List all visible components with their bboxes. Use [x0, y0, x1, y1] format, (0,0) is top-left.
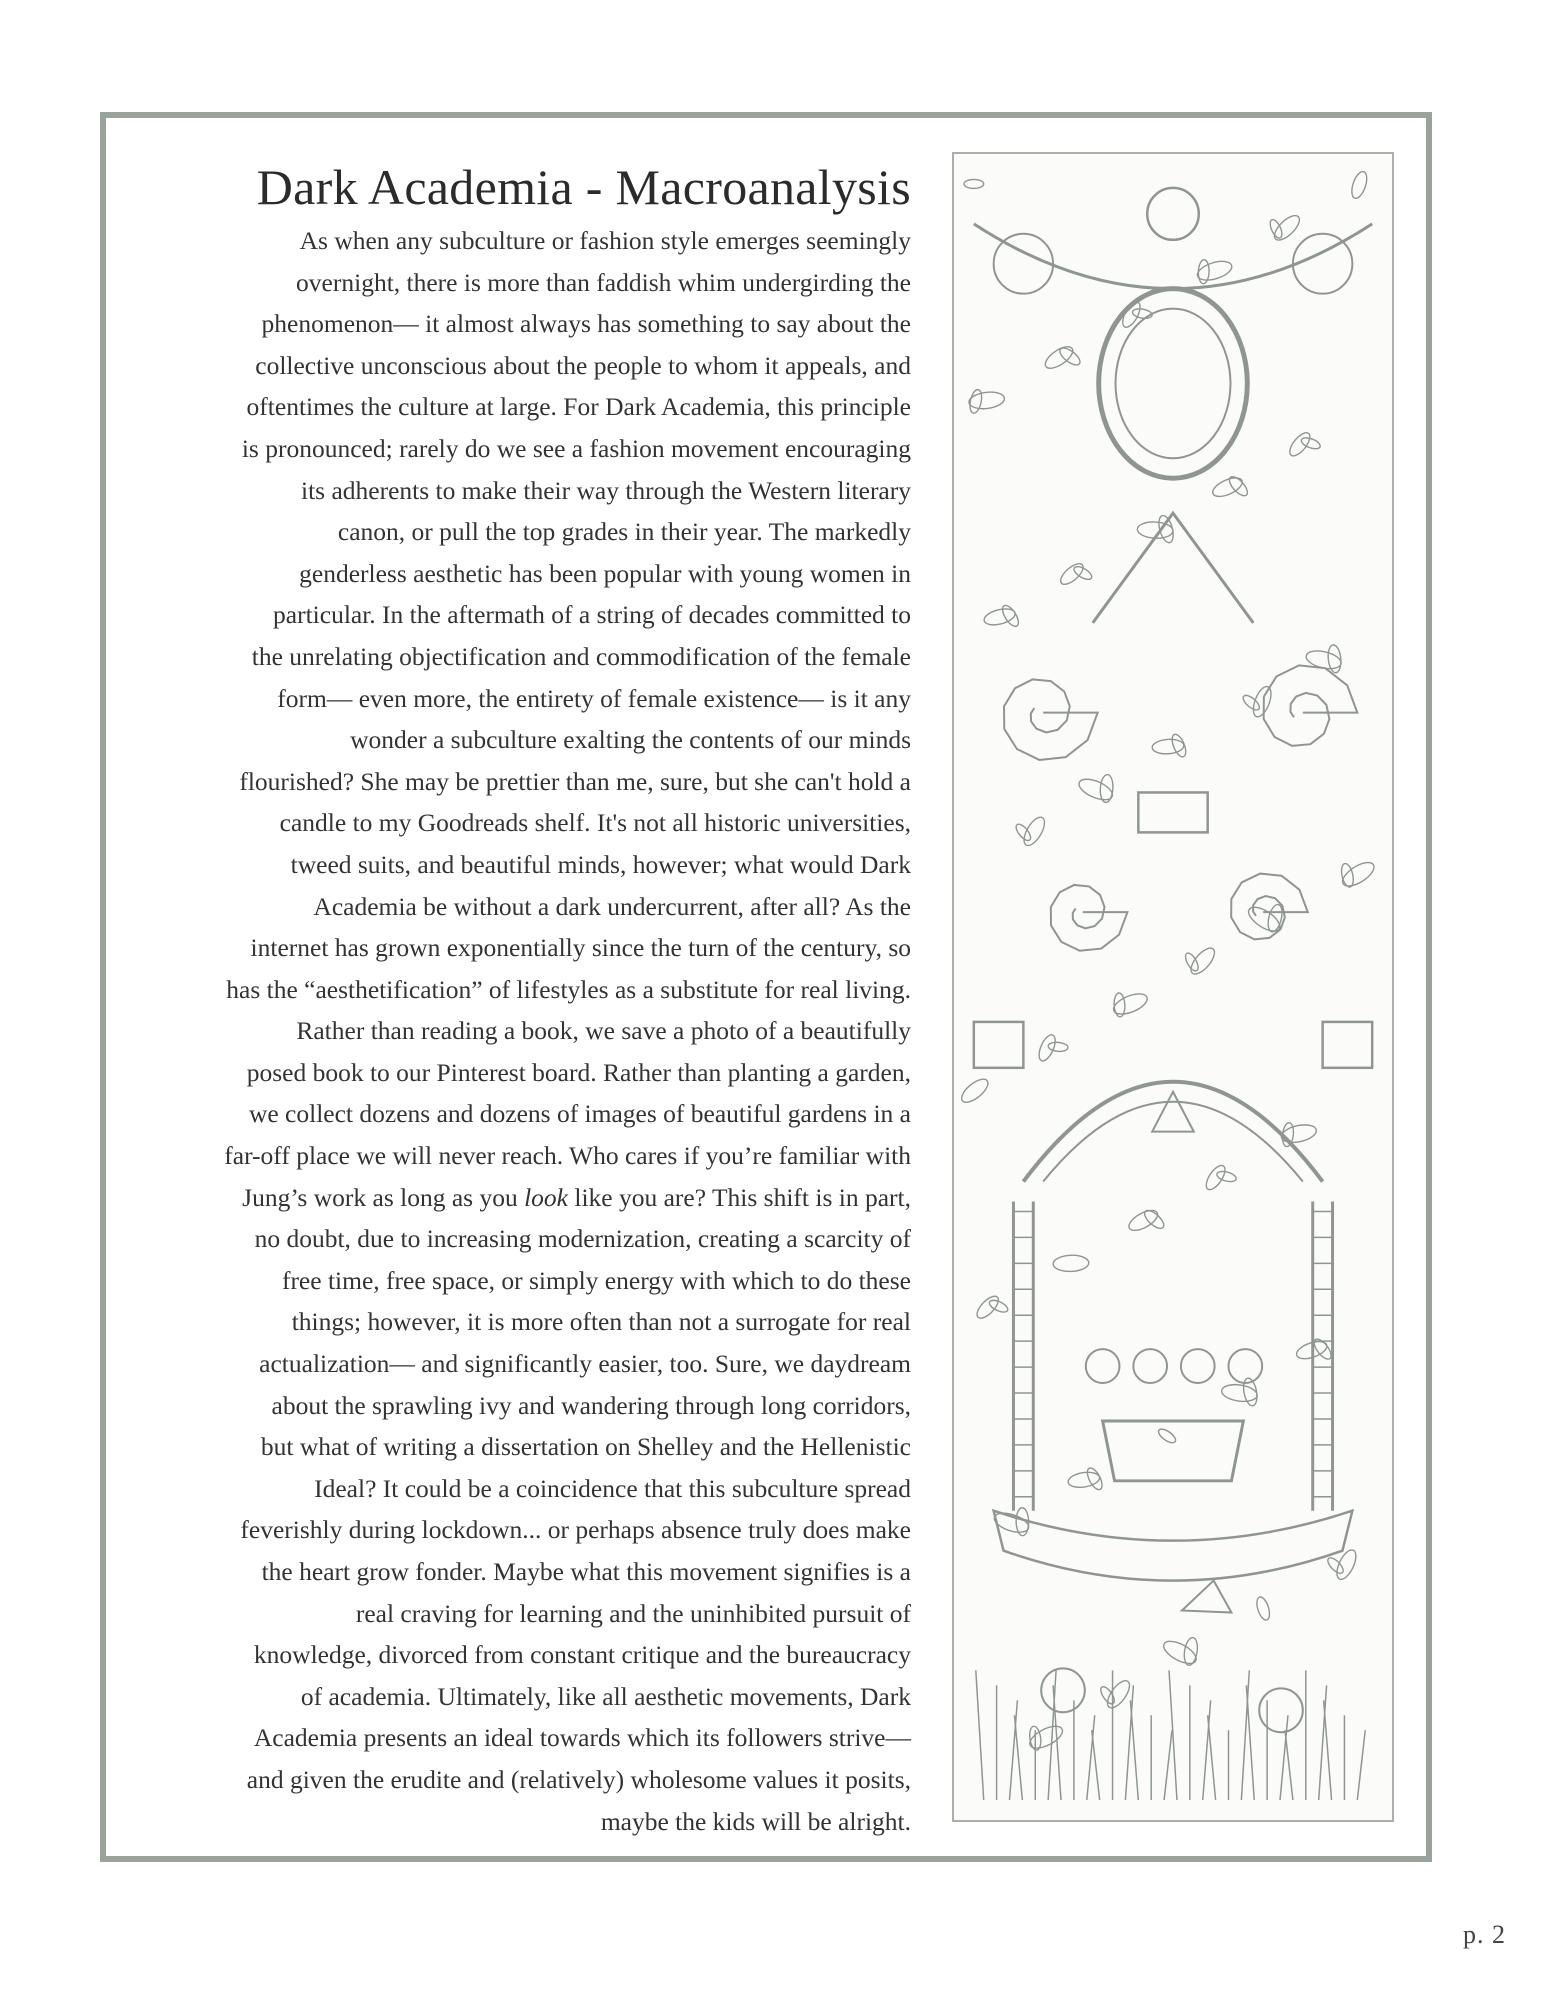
- leaf-ornament: [1254, 1595, 1272, 1621]
- reed-ornament: [1048, 1670, 1056, 1800]
- leaf-ornament: [1103, 1677, 1133, 1711]
- text-line: candle to my Goodreads shelf. It's not all historic universities,: [279, 808, 911, 838]
- reed-ornament: [1319, 1685, 1327, 1800]
- urn-ornament: [1152, 1092, 1194, 1132]
- reed-ornament: [1014, 1715, 1022, 1800]
- medallion-ornament: [1099, 289, 1248, 479]
- text-line: As when any subculture or fashion style emerges seemingly: [299, 226, 911, 255]
- leaf-ornament: [1126, 1206, 1161, 1234]
- leaf-ornament: [1067, 1470, 1101, 1489]
- cherub-ornament: [1133, 1349, 1167, 1383]
- text-line: maybe the kids will be alright.: [600, 1806, 911, 1836]
- reed-ornament: [1357, 1730, 1365, 1800]
- article-body: [111, 220, 911, 1842]
- text-line: particular. In the aftermath of a string of decades committed to: [273, 600, 911, 630]
- text-line: overnight, there is more than faddish whim undergirding the: [296, 267, 911, 297]
- pedestal-ornament: [1138, 792, 1207, 832]
- text-line: phenomenon— it almost always has something to say about the: [261, 309, 911, 339]
- text-line: posed book to our Pinterest board. Rather than planting a garden,: [246, 1057, 911, 1087]
- net-ornament: [1182, 1581, 1232, 1613]
- leaf-ornament: [1311, 1336, 1334, 1362]
- leaf-ornament: [1160, 1637, 1199, 1668]
- cherub-ornament: [1086, 1349, 1120, 1383]
- text-line: has the “aesthetification” of lifestyles as a substitute for real living.: [226, 974, 911, 1004]
- leaf-ornament: [1271, 212, 1304, 245]
- garland-ornament: [974, 224, 1372, 289]
- leaf-ornament: [1221, 1383, 1259, 1404]
- leaf-ornament: [1349, 170, 1370, 201]
- text-line: the heart grow fonder. Maybe what this movement signifies is a: [261, 1557, 911, 1586]
- reed-ornament: [1009, 1700, 1017, 1800]
- text-line: the unrelating objectification and commodification of the female: [251, 641, 911, 671]
- reed-ornament: [1280, 1715, 1288, 1800]
- arch-ornament: [1043, 1102, 1303, 1182]
- text-line: knowledge, divorced from constant critique and the bureaucracy: [253, 1640, 911, 1670]
- leaf-ornament: [1340, 862, 1356, 888]
- reed-ornament: [1246, 1685, 1254, 1800]
- leaf-ornament: [1132, 307, 1153, 319]
- bust-ornament: [1147, 188, 1199, 240]
- text-line: its adherents to make their way through the Western literary: [301, 475, 911, 505]
- leaf-ornament: [1325, 1555, 1345, 1575]
- leaf-ornament: [1226, 474, 1250, 499]
- ornamental-engraving-icon: [954, 154, 1392, 1820]
- leaf-ornament: [1286, 429, 1313, 459]
- text-line: of academia. Ultimately, like all aesthetic movements, Dark: [300, 1681, 911, 1711]
- leaf-ornament: [1084, 1466, 1105, 1492]
- leaf-ornament: [1020, 814, 1049, 849]
- reed-ornament: [1208, 1715, 1216, 1800]
- leaf-ornament: [1268, 218, 1284, 240]
- cherub-ornament: [1181, 1349, 1215, 1383]
- text-line: feverishly during lockdown... or perhaps absence truly does make: [240, 1515, 911, 1545]
- text-line: is pronounced; rarely do we see a fashion movement encouraging: [241, 433, 911, 463]
- figure-ornament: [1259, 1688, 1303, 1732]
- page-number: p. 2: [1463, 1920, 1506, 1949]
- text-line: collective unconscious about the people to whom it appeals, and: [255, 350, 911, 380]
- leaf-ornament: [1099, 774, 1113, 803]
- reed-ornament: [1241, 1670, 1249, 1800]
- text-line: genderless aesthetic has been popular with young women in: [299, 558, 911, 588]
- cherub-ornament: [994, 234, 1053, 294]
- reed-ornament: [1125, 1685, 1133, 1800]
- text-line: we collect dozens and dozens of images of beautiful gardens in a: [248, 1099, 911, 1129]
- leaf-ornament: [1187, 944, 1219, 978]
- text-line: form— even more, the entirety of female existence— is it any: [277, 683, 911, 713]
- reed-ornament: [976, 1670, 984, 1800]
- text-line: Academia presents an ideal towards which its followers strive—: [253, 1723, 911, 1753]
- reed-ornament: [1169, 1670, 1177, 1800]
- leaf-ornament: [1053, 1255, 1089, 1272]
- page-title: Dark Academia - Macroanalysis: [256, 159, 911, 215]
- leaf-ornament: [1036, 1033, 1059, 1064]
- text-line: tweed suits, and beautiful minds, however; what would Dark: [290, 849, 911, 879]
- text-segment: Jung’s work as long as you: [242, 1182, 525, 1212]
- reed-ornament: [1164, 1730, 1172, 1800]
- fret-ornament: [1323, 1022, 1373, 1068]
- leaf-ornament: [1183, 1637, 1200, 1667]
- text-line: far-off place we will never reach. Who cares if you’re familiar with: [224, 1141, 911, 1171]
- leaf-ornament: [1057, 560, 1086, 588]
- text-line: Rather than reading a book, we save a photo of a beautifully: [296, 1016, 911, 1046]
- reed-ornament: [1087, 1715, 1095, 1800]
- text-line: real craving for learning and the uninhibited pursuit of: [355, 1598, 911, 1628]
- text-line: about the sprawling ivy and wandering through long corridors,: [271, 1390, 911, 1420]
- text-segment: like you are? This shift is in part,: [567, 1182, 911, 1212]
- leaf-ornament: [1300, 436, 1322, 451]
- text-line: [111, 1177, 911, 1219]
- leaf-ornament: [958, 1075, 992, 1106]
- tub-ornament: [1103, 1421, 1244, 1481]
- text-line: internet has grown exponentially since the turn of the century, so: [250, 933, 911, 963]
- scroll-ornament: [1264, 665, 1358, 746]
- ornamental-panel: [952, 152, 1394, 1822]
- scroll-ornament: [1004, 679, 1098, 760]
- leaf-ornament: [1241, 693, 1262, 713]
- leaf-ornament: [964, 179, 984, 188]
- cherub-ornament: [1293, 234, 1352, 294]
- text-line: free time, free space, or simply energy with which to do these: [281, 1265, 911, 1295]
- text-line: actualization— and significantly easier, too. Sure, we daydream: [259, 1349, 911, 1379]
- text-line: canon, or pull the top grades in their year. The markedly: [337, 517, 911, 547]
- reed-ornament: [1130, 1700, 1138, 1800]
- cherub-ornament: [1228, 1349, 1262, 1383]
- figure-ornament: [1041, 1668, 1085, 1712]
- leaf-ornament: [1216, 1170, 1237, 1184]
- leaf-ornament: [1183, 951, 1201, 973]
- leaf-ornament: [1169, 732, 1188, 758]
- leaf-ornament: [968, 389, 983, 415]
- scroll-ornament: [1051, 885, 1128, 951]
- reed-ornament: [1053, 1685, 1061, 1800]
- leaf-ornament: [1152, 738, 1185, 755]
- fret-ornament: [974, 1022, 1024, 1068]
- leaf-ornament: [1156, 1427, 1177, 1446]
- reed-ornament: [1324, 1700, 1332, 1800]
- reed-ornament: [1092, 1730, 1100, 1800]
- leaf-ornament: [1210, 474, 1245, 500]
- leaf-ornament: [1042, 343, 1076, 373]
- leaf-ornament: [1048, 1042, 1069, 1053]
- leaf-ornament: [1250, 684, 1275, 719]
- leaf-ornament: [1000, 603, 1022, 629]
- page-frame: [100, 112, 1432, 1862]
- text-line: no doubt, due to increasing modernization, creating a scarcity of: [254, 1224, 911, 1254]
- reed-ornament: [1285, 1730, 1293, 1800]
- leaf-ornament: [1339, 858, 1378, 891]
- text-line: Ideal? It could be a coincidence that this subculture spread: [314, 1473, 911, 1503]
- leaf-ornament: [1203, 1162, 1229, 1192]
- medallion-ornament: [1116, 309, 1231, 459]
- text-line: flourished? She may be prettier than me, sure, but she can't hold a: [239, 766, 911, 796]
- drapery-ornament: [994, 1511, 1353, 1581]
- emphasis: look: [524, 1182, 568, 1212]
- text-line: and given the erudite and (relatively) wholesome values it posits,: [246, 1764, 911, 1794]
- text-line: wonder a subculture exalting the contents of our minds: [350, 725, 911, 755]
- text-line: Academia be without a dark undercurrent, after all? As the: [313, 891, 911, 921]
- reed-ornament: [1203, 1700, 1211, 1800]
- text-line: oftentimes the culture at large. For Dark Academia, this principle: [246, 392, 911, 422]
- leaf-ornament: [1076, 775, 1115, 804]
- text-line: things; however, it is more often than not a surrogate for real: [291, 1307, 911, 1337]
- leaf-ornament: [974, 1293, 1002, 1322]
- text-line: but what of writing a dissertation on Shelley and the Hellenistic: [260, 1432, 911, 1462]
